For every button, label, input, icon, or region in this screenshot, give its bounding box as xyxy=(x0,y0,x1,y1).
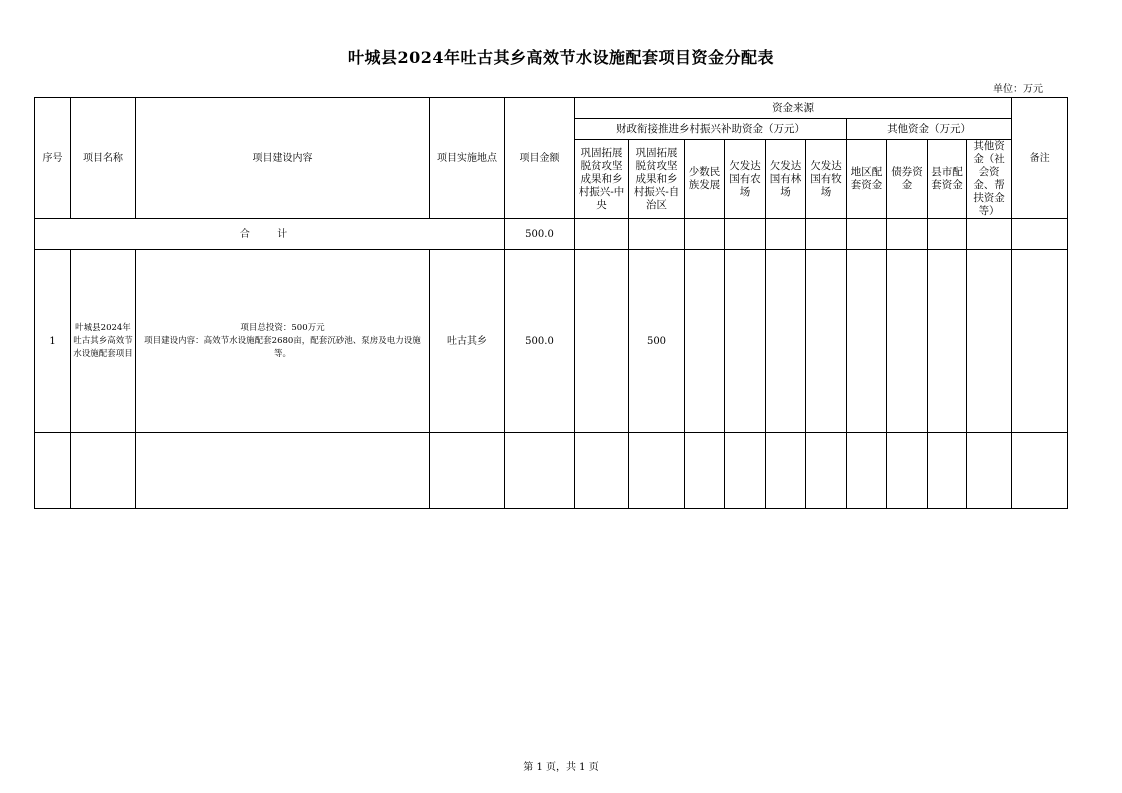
header-fund-source: 资金来源 xyxy=(575,98,1012,119)
header-amount: 项目金额 xyxy=(505,98,575,219)
total-label-text: 合 计 xyxy=(239,228,300,240)
header-state-pasture: 欠发达国有牧场 xyxy=(806,140,847,219)
row-project-name: 叶城县2024年吐古其乡高效节水设施配套项目 xyxy=(71,250,136,433)
table-row xyxy=(35,250,1068,433)
total-amount: 500.0 xyxy=(505,219,575,250)
header-state-forest: 欠发达国有林场 xyxy=(766,140,806,219)
header-fiscal-central: 巩固拓展脱贫攻坚成果和乡村振兴-中央 xyxy=(575,140,629,219)
row-content-description: 项目建设内容：高效节水设施配套2680亩，配套沉砂池、泵房及电力设施等。 xyxy=(144,335,421,359)
header-bond-funds: 债券资金 xyxy=(887,140,928,219)
row-location: 吐古其乡 xyxy=(430,250,505,433)
row-amount: 500.0 xyxy=(505,250,575,433)
row-fiscal-central xyxy=(575,250,629,433)
header-county-funds: 县市配套资金 xyxy=(928,140,967,219)
row-content xyxy=(136,250,430,433)
total-label xyxy=(35,219,505,250)
page-footer: 第 1 页，共 1 页 xyxy=(523,762,599,773)
unit-label: 单位：万元 xyxy=(993,84,1043,95)
header-fiscal-group: 财政衔接推进乡村振兴补助资金（万元） xyxy=(575,119,847,140)
header-other-funds: 其他资金（社会资金、帮扶资金等） xyxy=(967,140,1012,219)
row-fiscal-region: 500 xyxy=(629,250,685,433)
empty-row xyxy=(35,433,1068,509)
header-fiscal-region: 巩固拓展脱贫攻坚成果和乡村振兴-自治区 xyxy=(629,140,685,219)
header-location: 项目实施地点 xyxy=(430,98,505,219)
header-seq: 序号 xyxy=(35,98,71,219)
row-content-investment: 项目总投资：500万元 xyxy=(240,322,325,333)
row-seq: 1 xyxy=(35,250,71,433)
header-project-name: 项目名称 xyxy=(71,98,136,219)
header-ethnic-development: 少数民族发展 xyxy=(685,140,725,219)
header-other-group: 其他资金（万元） xyxy=(847,119,1012,140)
total-row xyxy=(35,219,1068,250)
document-title: 叶城县2024年吐古其乡高效节水设施配套项目资金分配表 xyxy=(347,48,775,67)
header-state-farm: 欠发达国有农场 xyxy=(725,140,766,219)
header-remark: 备注 xyxy=(1012,98,1068,219)
fund-allocation-table xyxy=(34,97,1068,509)
header-content: 项目建设内容 xyxy=(136,98,430,219)
header-prefecture-funds: 地区配套资金 xyxy=(847,140,887,219)
